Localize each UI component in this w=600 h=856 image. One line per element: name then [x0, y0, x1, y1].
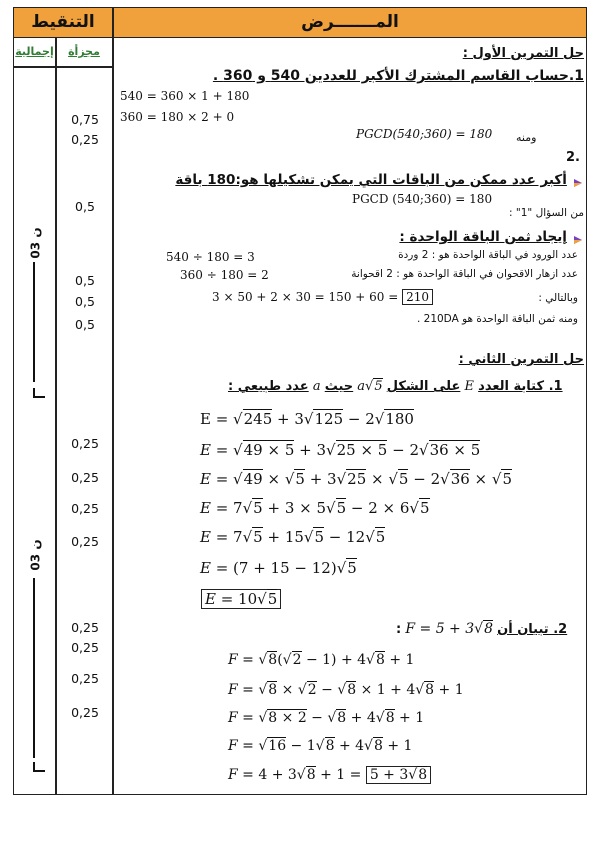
- subject-title: المـــــــرض: [301, 12, 399, 32]
- exercise2-total: 03 ن: [28, 539, 43, 571]
- ex1-roses-text: عدد الورود في الباقة الواحدة هو : 2 وردة: [398, 249, 578, 261]
- ex2-q2-expr: F = 5 + 3√8: [405, 621, 493, 637]
- ex1-price-text: ومنه ثمن الباقة الواحدة هو 210DA .: [416, 313, 578, 325]
- total-bracket-1: [33, 262, 35, 382]
- ex2-f-line: F = 4 + 3√8 + 1 = 5 + 3√8: [228, 767, 431, 783]
- total-bracket-1-tick: [33, 388, 35, 398]
- ex2-f-result: 5 + 3√8: [366, 766, 431, 784]
- ex2-q2-colon: :: [396, 622, 402, 637]
- ex2-q2-line: [396, 621, 567, 637]
- subheader-divider: [14, 66, 112, 68]
- ex1-roses-calc: 540 ÷ 180 = 3: [166, 250, 255, 264]
- grade-item: 0,25: [71, 436, 99, 451]
- grade-item: 0,25: [71, 132, 99, 147]
- ex1-find-price: إيجاد ثمن الباقة الواحدة :: [399, 229, 567, 245]
- grade-item: 0,75: [71, 112, 99, 127]
- ex2-q1-c: حيث: [324, 379, 354, 394]
- arrow-bullet-icon: [572, 231, 584, 243]
- ex2-eq-line: E = 7√5 + 3 × 5√5 − 2 × 6√5: [200, 499, 430, 517]
- ex2-f-line: F = √8(√2 − 1) + 4√8 + 1: [228, 652, 415, 668]
- ex2-q1-line: [228, 379, 563, 394]
- grading-title: التنقيط: [31, 12, 95, 32]
- grade-item: 0,5: [75, 273, 95, 288]
- total-bracket-2: [33, 578, 35, 758]
- col-partial-label: مجزأة: [68, 45, 100, 58]
- divider-total-partial: [55, 38, 57, 794]
- grade-item: 0,25: [71, 534, 99, 549]
- ex2-eq-line: E = √245 + 3√125 − 2√180: [200, 410, 414, 428]
- ex2-title: حل التمرين الثاني :: [458, 352, 584, 367]
- grade-item: 0,5: [75, 294, 95, 309]
- divider-grade-content: [112, 8, 114, 794]
- ex1-max-line: [175, 169, 584, 188]
- ex1-max-bouquets: أكبر عدد ممكن من الباقات التي يمكن تشكيلها هو:180 باقة: [175, 172, 567, 188]
- ex1-division-2: 360 = 180 × 2 + 0: [120, 110, 235, 124]
- arrow-bullet-icon: [572, 174, 584, 186]
- ex1-price-calc-line: [212, 290, 433, 304]
- grade-item: 0,25: [71, 705, 99, 720]
- col-total-label: إجمالية: [15, 45, 54, 58]
- ex2-e-result: E = 10√5: [201, 589, 281, 609]
- ex1-price-calc: 3 × 50 + 2 × 30 = 150 + 60 =: [212, 290, 399, 304]
- ex1-title: حل التمرين الأول :: [462, 46, 584, 61]
- grade-item: 0,25: [71, 470, 99, 485]
- ex1-pgcd2: PGCD (540;360) = 180: [352, 192, 493, 206]
- ex2-q1-var-a: a: [312, 379, 321, 394]
- ex2-q1-form: a√5: [357, 379, 383, 394]
- ex1-hence: ومنه: [516, 131, 537, 144]
- ex2-q1-var-e: E: [464, 379, 475, 394]
- ex2-f-line: F = √8 × 2 − √8 + 4√8 + 1: [228, 710, 425, 726]
- ex2-eq-line: E = (7 + 15 − 12)√5: [200, 559, 357, 577]
- ex2-q1-d: عدد طبيعي :: [228, 379, 309, 394]
- ex1-daisy-calc: 360 ÷ 180 = 2: [180, 268, 269, 282]
- ex2-q1-b: على الشكل: [386, 379, 461, 394]
- grade-item: 0,5: [75, 317, 95, 332]
- ex1-from-q1: من السؤال "1" :: [509, 207, 584, 219]
- ex1-division-1: 540 = 360 × 1 + 180: [120, 89, 250, 103]
- grade-item: 0,5: [75, 199, 95, 214]
- ex2-eq-line: E = √49 × √5 + 3√25 × √5 − 2√36 × √5: [200, 470, 512, 488]
- ex1-find-price-line: [399, 226, 584, 245]
- ex1-pgcd: PGCD(540;360) = 180: [356, 127, 493, 141]
- grade-item: 0,25: [71, 671, 99, 686]
- ex1-price-value: 210: [402, 289, 433, 305]
- ex2-f-line: F = √8 × √2 − √8 × 1 + 4√8 + 1: [228, 682, 464, 698]
- grade-item: 0,25: [71, 620, 99, 635]
- ex1-q1: 1.حساب القاسم المشترك الأكبر للعددين 540 و 360 .: [212, 68, 584, 84]
- exercise1-total: 03 ن: [28, 227, 43, 259]
- total-bracket-2-tick: [33, 762, 35, 772]
- ex2-eq-line: E = √49 × 5 + 3√25 × 5 − 2√36 × 5: [200, 441, 481, 459]
- grade-item: 0,25: [71, 501, 99, 516]
- ex1-thus: وبالتالي :: [538, 292, 578, 304]
- ex2-q1-a: 1. كتابة العدد: [478, 379, 563, 394]
- ex1-daisy-text: عدد ازهار الاقحوان في الباقة الواحدة هو : 2 اقحوانة: [351, 268, 578, 280]
- ex1-q2: 2.: [566, 150, 580, 165]
- grade-item: 0,25: [71, 640, 99, 655]
- ex2-f-line: F = √16 − 1√8 + 4√8 + 1: [228, 738, 413, 754]
- ex2-eq-line: E = 7√5 + 15√5 − 12√5: [200, 528, 386, 546]
- ex2-q2-label: 2. تبيان أن: [497, 622, 568, 637]
